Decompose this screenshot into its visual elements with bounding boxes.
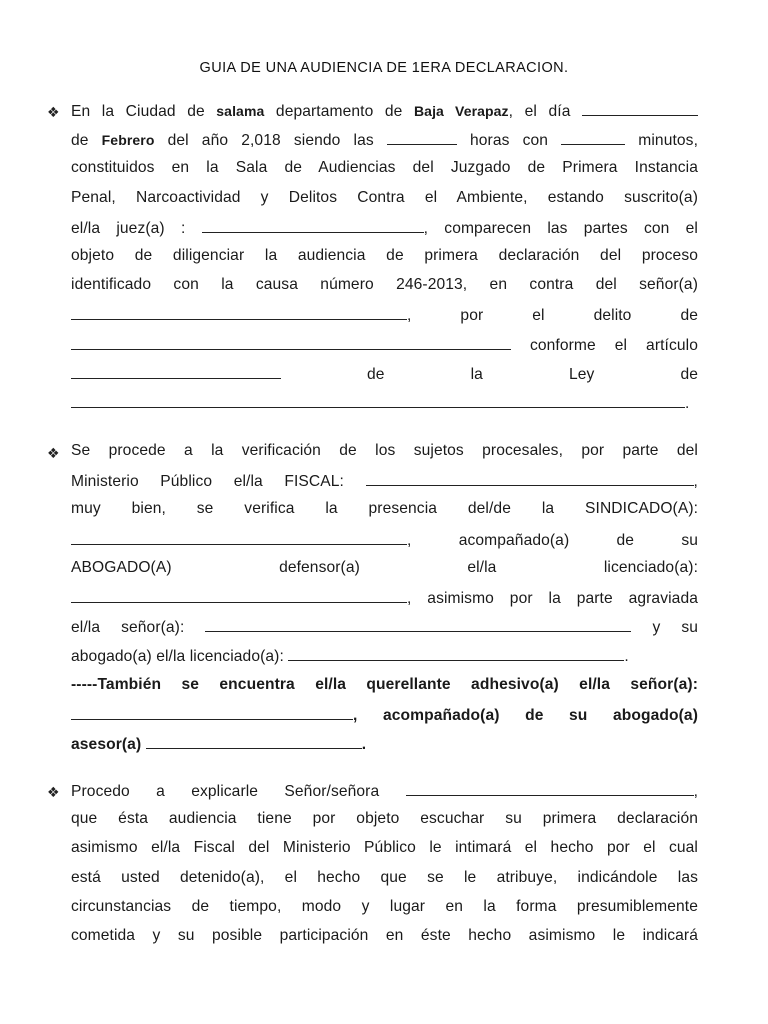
text-line: objeto de diligenciar la audiencia de primera declaración del proceso (71, 246, 698, 264)
text-line: identificado con la causa número 246-2013, en contra del señor(a) (71, 276, 698, 294)
text-line: el/la juez(a) : , comparecen las partes con el (71, 217, 698, 246)
department-name: Baja Verapaz (413, 103, 509, 119)
aggrieved-party-blank (205, 616, 631, 632)
city-name: salama (216, 103, 265, 119)
text-line: , acompañado(a) de su abogado(a) (71, 704, 698, 733)
paragraph-explanation (47, 780, 698, 955)
text-line: asimismo el/la Fiscal del Ministerio Público le intimará el hecho por el cual (71, 839, 698, 857)
law-blank (71, 392, 685, 408)
plaintiff-blank (71, 704, 353, 720)
accused-name-blank (71, 529, 407, 545)
diamond-bullet-icon: ❖ (47, 784, 60, 800)
prosecutor-blank (366, 470, 694, 486)
text-line: está usted detenido(a), el hecho que se le atribuye, indicándole las (71, 868, 698, 886)
article-blank (71, 363, 281, 379)
person-name-blank (406, 780, 694, 796)
text-line: Penal, Narcoactividad y Delitos Contra el Ambiente, estando suscrito(a) (71, 188, 698, 206)
month-name: Febrero (101, 132, 155, 149)
paragraph-procedural-subjects (47, 441, 698, 762)
defense-lawyer-blank (71, 587, 407, 603)
text-line: abogado(a) el/la licenciado(a): . (71, 645, 698, 674)
text-line: el/la señor(a): y su (71, 616, 698, 645)
text-line: Se procede a la verificación de los sujetos procesales, por parte del (71, 442, 698, 459)
text-line: de Febrero del año 2,018 siendo las horas con minutos, (71, 129, 698, 158)
text-line: En la Ciudad de salama departamento de Baja Verapaz, el día (71, 100, 698, 129)
text-line: , acompañado(a) de su (71, 529, 698, 558)
text-line: circunstancias de tiempo, modo y lugar en la forma presumiblemente (71, 897, 698, 915)
text-line: constituidos en la Sala de Audiencias del Juzgado de Primera Instancia (71, 159, 698, 177)
text-line: ABOGADO(A) defensor(a) el/la licenciado(a): (71, 558, 698, 576)
text-line: . (71, 392, 698, 421)
text-line: que ésta audiencia tiene por objeto escuchar su primera declaración (71, 810, 698, 828)
diamond-bullet-icon: ❖ (47, 104, 60, 120)
text-line: cometida y su posible participación en éste hecho asimismo le indicará (71, 926, 698, 944)
day-blank (582, 100, 698, 116)
aggrieved-lawyer-blank (288, 645, 624, 661)
text-line: Ministerio Público el/la FISCAL: , (71, 470, 698, 499)
paragraph-hearing-details (47, 100, 698, 421)
document-title: GUIA DE UNA AUDIENCIA DE 1ERA DECLARACION. (199, 60, 569, 76)
advisor-blank (146, 733, 362, 749)
text-line: Procedo a explicarle Señor/señora , (71, 780, 698, 809)
accused-blank (71, 304, 407, 320)
text-line: , por el delito de (71, 304, 698, 333)
crime-blank (71, 334, 511, 350)
text-line: muy bien, se verifica la presencia del/de la SINDICADO(A): (71, 500, 698, 518)
text-line: -----También se encuentra el/la querellante adhesivo(a) el/la señor(a): (71, 675, 698, 693)
text-line: de la Ley de (71, 363, 698, 392)
minutes-blank (561, 129, 625, 145)
diamond-bullet-icon: ❖ (47, 445, 60, 461)
hours-blank (387, 129, 457, 145)
judge-blank (202, 217, 424, 233)
text-line: , asimismo por la parte agraviada (71, 587, 698, 616)
text-line: conforme el artículo (71, 334, 698, 363)
text-line: asesor(a) . (71, 733, 698, 762)
